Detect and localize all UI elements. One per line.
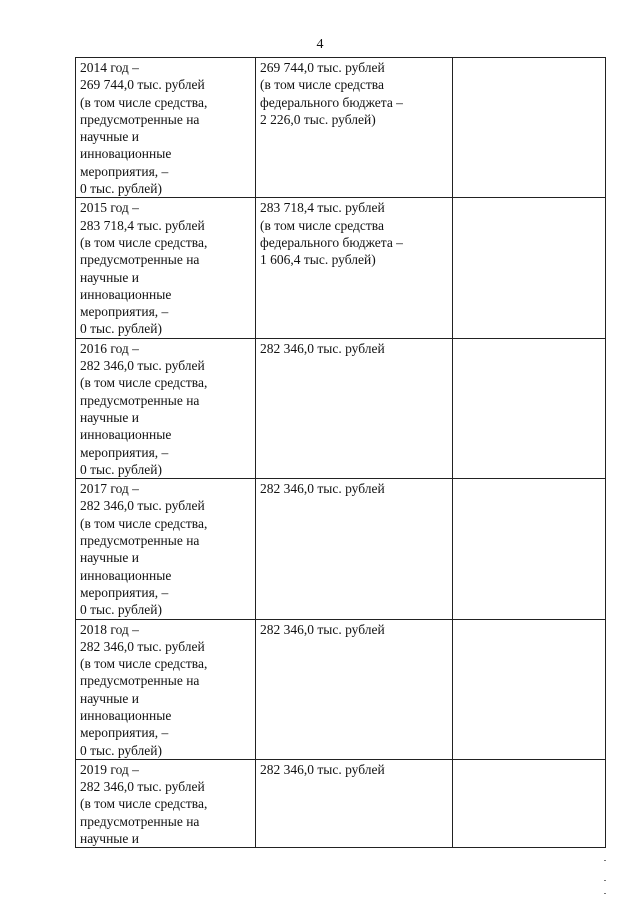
year-cell-line: инновационные [80, 427, 172, 443]
year-cell-line: 0 тыс. рублей) [80, 602, 162, 618]
year-cell-line: 2019 год – [80, 761, 139, 777]
year-cell-line: 2016 год – [80, 340, 139, 356]
amount-cell-line: федерального бюджета – [260, 234, 403, 250]
year-cell-line: предусмотренные на [80, 673, 200, 689]
amount-cell-line: 269 744,0 тыс. рублей [260, 60, 385, 75]
amount-cell-line: 2 226,0 тыс. рублей) [260, 111, 376, 127]
year-cell-line: научные и [80, 831, 139, 847]
year-cell-line: научные и [80, 269, 139, 285]
year-cell [76, 619, 256, 759]
year-cell [76, 58, 256, 198]
year-cell [76, 759, 256, 847]
empty-cell [453, 759, 606, 847]
empty-cell [453, 198, 606, 338]
amount-cell [256, 759, 453, 847]
amount-cell-line: 282 346,0 тыс. рублей [260, 340, 385, 356]
empty-cell [453, 58, 606, 198]
amount-cell-line: 1 606,4 тыс. рублей) [260, 252, 376, 268]
amount-cell-line: 282 346,0 тыс. рублей [260, 761, 385, 777]
year-cell-line: 282 346,0 тыс. рублей [80, 779, 205, 795]
year-cell-line: (в том числе средства, [80, 656, 208, 672]
year-cell-line: 0 тыс. рублей) [80, 181, 162, 197]
scan-margin-mark [604, 880, 606, 881]
year-cell-line: предусмотренные на [80, 392, 200, 408]
year-cell-line: мероприятия, – [80, 304, 169, 320]
table-body [76, 58, 606, 848]
amount-cell-line: 283 718,4 тыс. рублей [260, 200, 385, 216]
empty-cell [453, 338, 606, 478]
empty-cell [453, 619, 606, 759]
year-cell [76, 479, 256, 619]
year-cell-line: научные и [80, 550, 139, 566]
table-row [76, 198, 606, 338]
budget-table [75, 57, 606, 848]
amount-cell [256, 619, 453, 759]
year-cell-line: инновационные [80, 146, 172, 162]
amount-cell-line: 282 346,0 тыс. рублей [260, 481, 385, 497]
table-row [76, 619, 606, 759]
year-cell-line: 0 тыс. рублей) [80, 742, 162, 758]
year-cell-line: мероприятия, – [80, 163, 169, 179]
year-cell-line: научные и [80, 129, 139, 145]
year-cell-line: (в том числе средства, [80, 234, 208, 250]
amount-cell [256, 198, 453, 338]
year-cell-line: 2014 год – [80, 60, 139, 75]
year-cell-line: 282 346,0 тыс. рублей [80, 638, 205, 654]
scan-margin-mark [604, 860, 606, 861]
amount-cell-line: 282 346,0 тыс. рублей [260, 621, 385, 637]
empty-cell [453, 479, 606, 619]
amount-cell [256, 479, 453, 619]
page-number: 4 [316, 37, 324, 52]
year-cell-line: научные и [80, 409, 139, 425]
year-cell-line: 282 346,0 тыс. рублей [80, 498, 205, 514]
year-cell-line: 283 718,4 тыс. рублей [80, 217, 205, 233]
year-cell-line: (в том числе средства, [80, 796, 208, 812]
year-cell-line: научные и [80, 690, 139, 706]
year-cell-line: 2018 год – [80, 621, 139, 637]
amount-cell [256, 338, 453, 478]
year-cell-line: предусмотренные на [80, 252, 200, 268]
year-cell [76, 198, 256, 338]
year-cell-line: (в том числе средства, [80, 94, 208, 110]
scan-margin-mark [604, 893, 606, 894]
amount-cell-line: (в том числе средства [260, 217, 384, 233]
table-row [76, 58, 606, 198]
year-cell-line: предусмотренные на [80, 111, 200, 127]
table-row [76, 479, 606, 619]
year-cell-line: 0 тыс. рублей) [80, 321, 162, 337]
year-cell-line: 0 тыс. рублей) [80, 461, 162, 477]
amount-cell [256, 58, 453, 198]
year-cell-line: мероприятия, – [80, 725, 169, 741]
amount-cell-line: федерального бюджета – [260, 94, 403, 110]
year-cell-line: инновационные [80, 707, 172, 723]
year-cell-line: мероприятия, – [80, 444, 169, 460]
year-cell-line: (в том числе средства, [80, 375, 208, 391]
year-cell-line: 2017 год – [80, 481, 139, 497]
year-cell-line: инновационные [80, 286, 172, 302]
year-cell-line: (в том числе средства, [80, 515, 208, 531]
table-row [76, 338, 606, 478]
year-cell-line: предусмотренные на [80, 533, 200, 549]
year-cell-line: 2015 год – [80, 200, 139, 216]
year-cell-line: предусмотренные на [80, 813, 200, 829]
year-cell-line: мероприятия, – [80, 584, 169, 600]
year-cell [76, 338, 256, 478]
table-row [76, 759, 606, 847]
year-cell-line: инновационные [80, 567, 172, 583]
year-cell-line: 282 346,0 тыс. рублей [80, 358, 205, 374]
year-cell-line: 269 744,0 тыс. рублей [80, 77, 205, 93]
amount-cell-line: (в том числе средства [260, 77, 384, 93]
